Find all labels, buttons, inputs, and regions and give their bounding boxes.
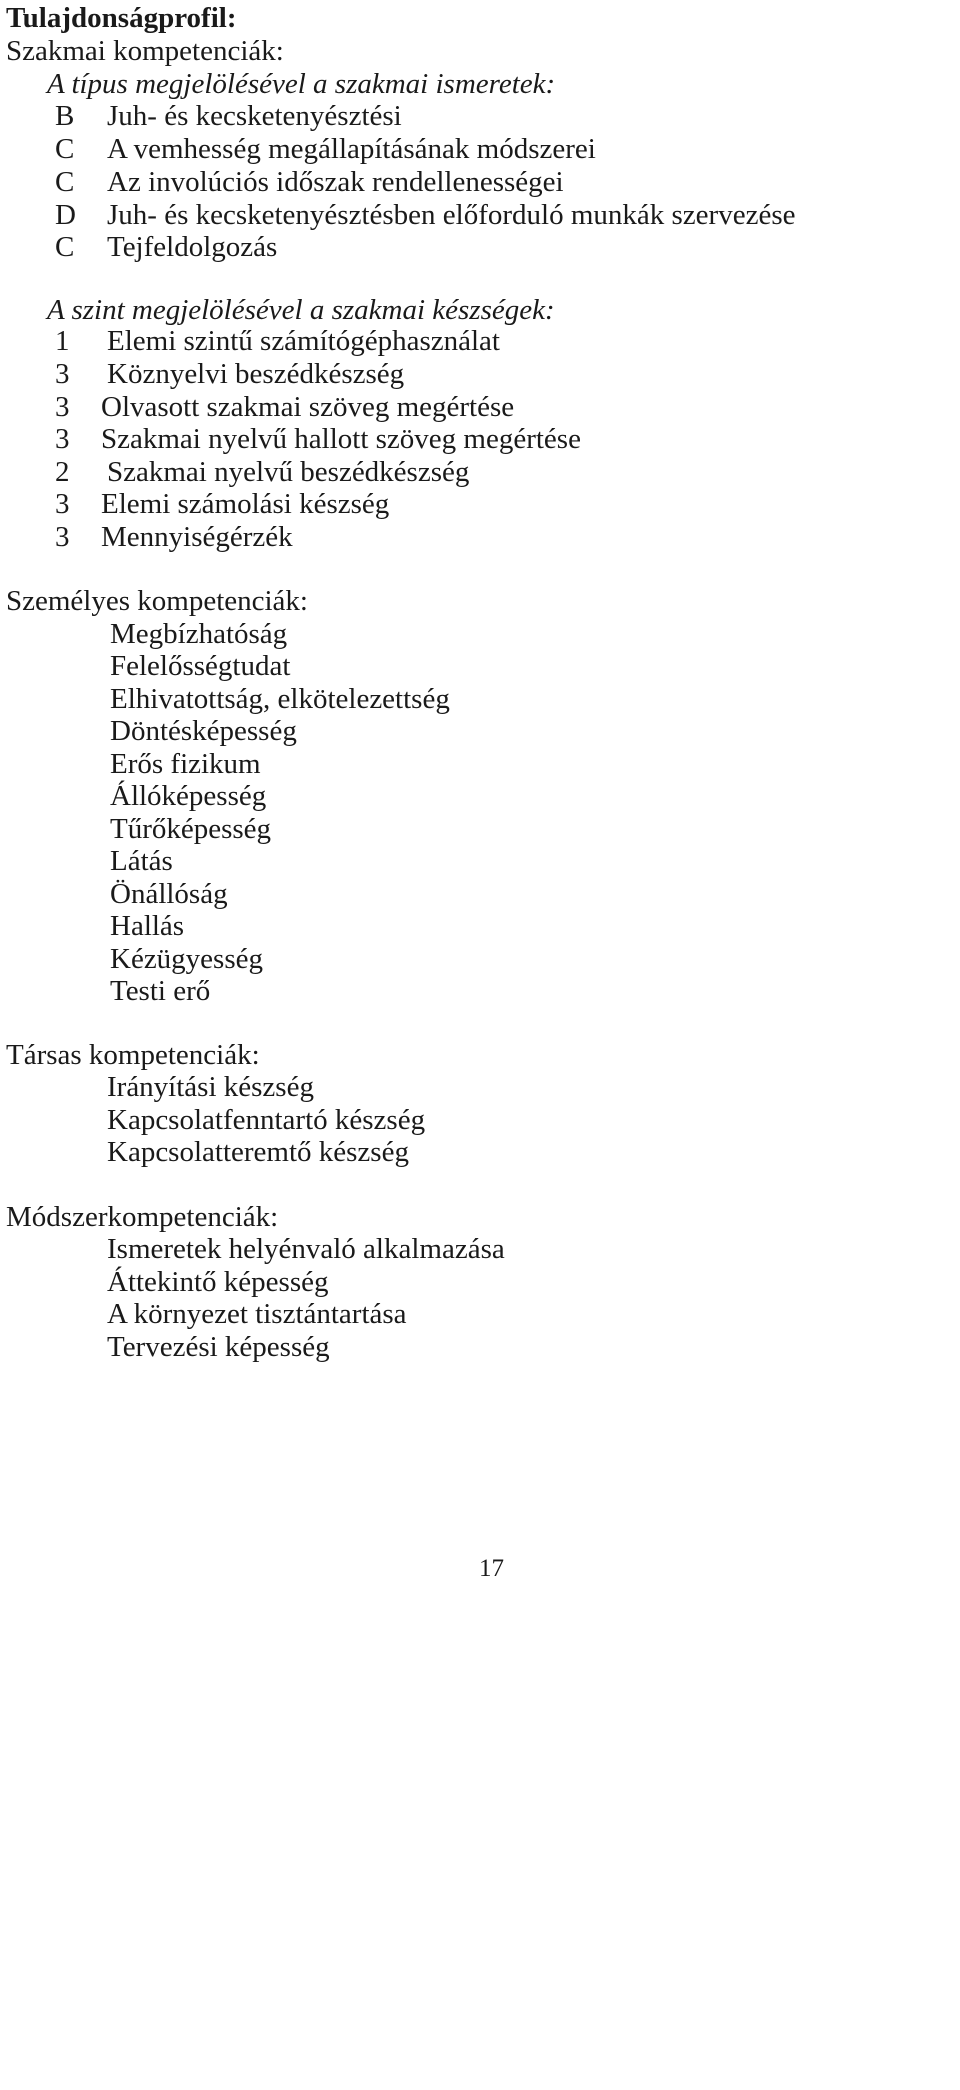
skill-label: Szakmai nyelvű beszédkészség — [107, 456, 470, 488]
page-number: 17 — [479, 1555, 504, 1582]
personal-item: Hallás — [110, 910, 185, 942]
knowledge-label: Az involúciós időszak rendellenességei — [107, 166, 564, 198]
skill-level: 2 — [55, 456, 70, 488]
method-item: Ismeretek helyénvaló alkalmazása — [107, 1233, 505, 1265]
skill-level: 3 — [55, 521, 70, 553]
personal-item: Döntésképesség — [110, 715, 297, 747]
skill-label: Szakmai nyelvű hallott szöveg megértése — [101, 423, 581, 455]
personal-heading: Személyes kompetenciák: — [6, 585, 308, 617]
knowledge-heading: A típus megjelölésével a szakmai ismeretek: — [47, 68, 556, 100]
social-heading: Társas kompetenciák: — [6, 1039, 260, 1071]
knowledge-label: Juh- és kecsketenyésztésben előforduló munkák szervezése — [107, 199, 796, 231]
personal-item: Elhivatottság, elkötelezettség — [110, 683, 450, 715]
personal-item: Megbízhatóság — [110, 618, 288, 650]
skills-heading: A szint megjelölésével a szakmai készségek: — [47, 294, 555, 326]
knowledge-grade: C — [55, 133, 75, 165]
skill-level: 3 — [55, 391, 70, 423]
personal-item: Állóképesség — [110, 780, 267, 812]
personal-item: Látás — [110, 845, 173, 877]
social-item: Kapcsolatteremtő készség — [107, 1136, 409, 1168]
skill-level: 3 — [55, 488, 70, 520]
method-item: Áttekintő képesség — [107, 1266, 329, 1298]
social-item: Kapcsolatfenntartó készség — [107, 1104, 426, 1136]
knowledge-grade: D — [55, 199, 76, 231]
personal-item: Önállóság — [110, 878, 228, 910]
method-heading: Módszerkompetenciák: — [6, 1201, 279, 1233]
professional-heading: Szakmai kompetenciák: — [6, 35, 284, 67]
skill-label: Elemi szintű számítógéphasználat — [107, 325, 500, 357]
skill-level: 3 — [55, 423, 70, 455]
knowledge-grade: C — [55, 166, 75, 198]
personal-item: Tűrőképesség — [110, 813, 272, 845]
skill-level: 3 — [55, 358, 70, 390]
personal-item: Kézügyesség — [110, 943, 264, 975]
social-item: Irányítási készség — [107, 1071, 314, 1103]
personal-item: Felelősségtudat — [110, 650, 291, 682]
skill-label: Köznyelvi beszédkészség — [107, 358, 405, 390]
skill-level: 1 — [55, 325, 70, 357]
skill-label: Olvasott szakmai szöveg megértése — [101, 391, 515, 423]
method-item: A környezet tisztántartása — [107, 1298, 407, 1330]
knowledge-grade: B — [55, 100, 75, 132]
skill-label: Mennyiségérzék — [101, 521, 293, 553]
personal-item: Erős fizikum — [110, 748, 261, 780]
method-item: Tervezési képesség — [107, 1331, 330, 1363]
knowledge-label: Tejfeldolgozás — [107, 231, 278, 263]
skill-label: Elemi számolási készség — [101, 488, 390, 520]
document-title: Tulajdonságprofil: — [6, 2, 237, 34]
knowledge-label: A vemhesség megállapításának módszerei — [107, 133, 596, 165]
personal-item: Testi erő — [110, 975, 211, 1007]
knowledge-grade: C — [55, 231, 75, 263]
knowledge-label: Juh- és kecsketenyésztési — [107, 100, 402, 132]
